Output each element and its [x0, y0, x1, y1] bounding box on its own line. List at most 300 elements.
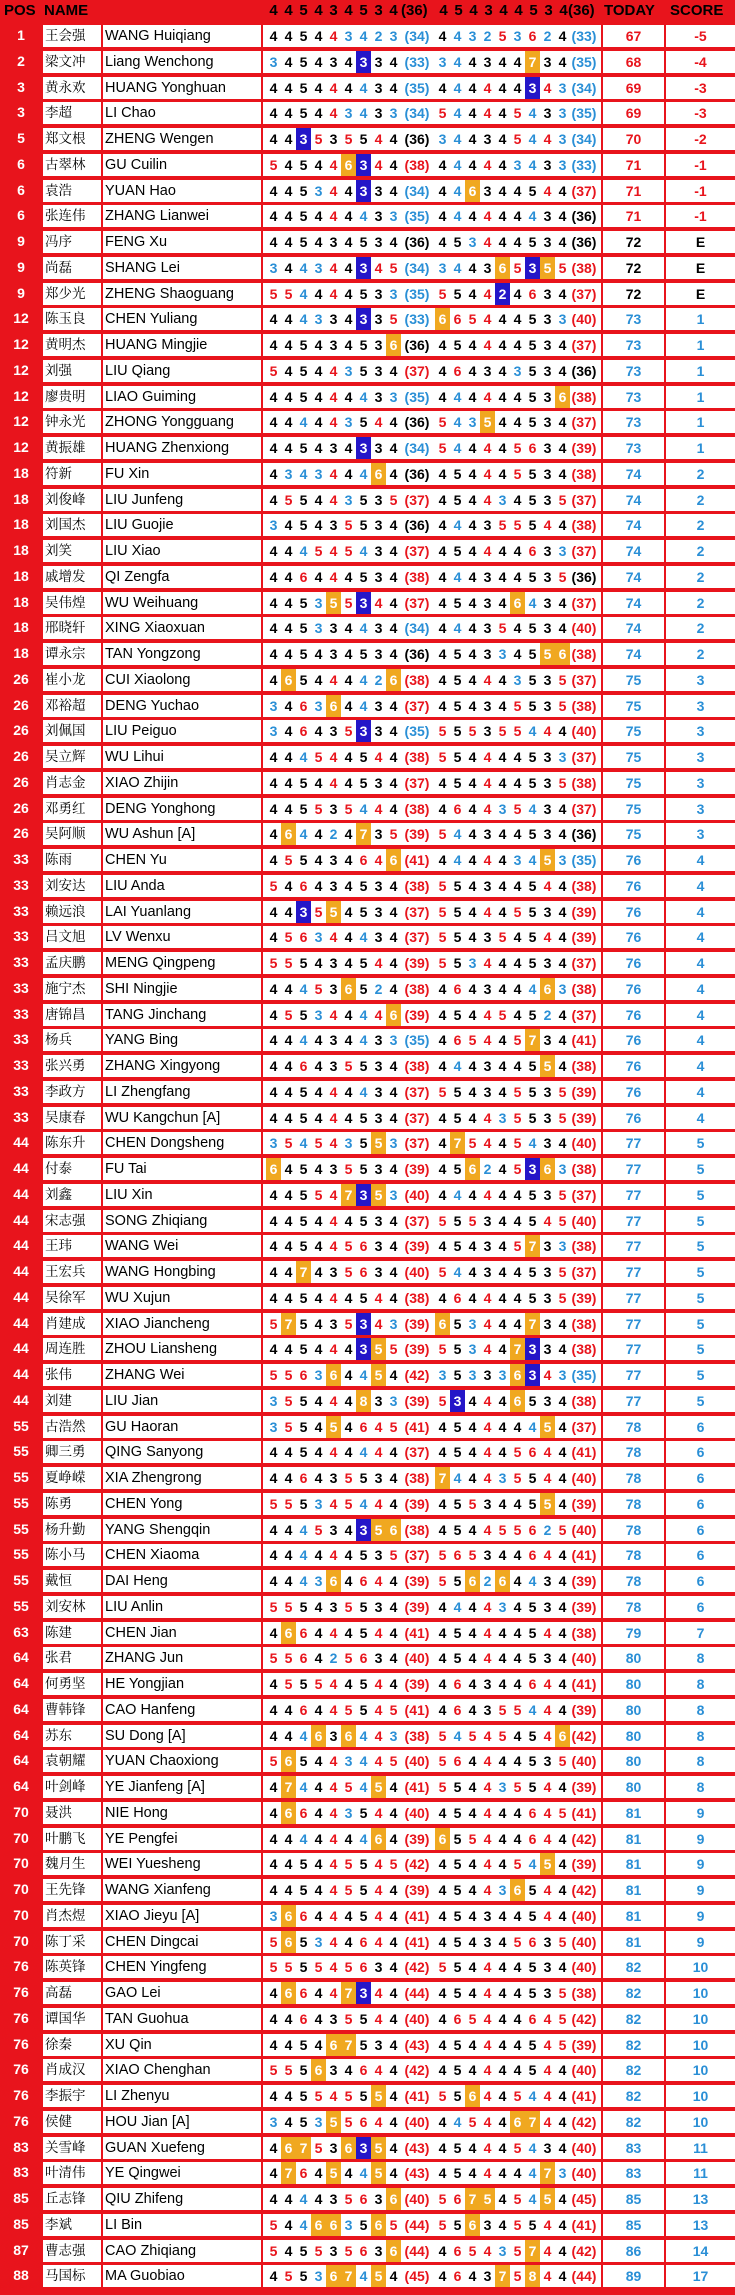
hole-score-back: 5 — [528, 182, 537, 199]
player-name-chinese: 吴伟煌 — [43, 592, 101, 614]
player-name: GU Haoran — [103, 1416, 261, 1438]
hole-score-front: 4 — [314, 1109, 323, 1126]
hole-score-front: 5 — [359, 234, 368, 250]
position: 76 — [13, 2087, 29, 2103]
hole-scores — [263, 978, 601, 1000]
position: 70 — [13, 1906, 29, 1923]
hole-score-front: 4 — [314, 1212, 323, 1229]
hole-score-back: 5 — [498, 1006, 507, 1023]
player-name-chinese: 张君 — [43, 1647, 101, 1669]
hole-score-front: 4 — [359, 465, 368, 482]
table-row — [0, 2161, 735, 2187]
par-hole: 5 — [359, 2, 368, 19]
front-nine-total: (44) — [404, 2216, 430, 2233]
player-name-chinese: 陈丁采 — [43, 1931, 101, 1953]
hole-score-back: 4 — [498, 1830, 507, 1847]
hole-score-back: 3 — [483, 1238, 492, 1255]
hole-score-front: 3 — [374, 1392, 383, 1409]
par-hole: 5 — [529, 2, 538, 19]
player-name: LIU Qiang — [103, 360, 261, 382]
hole-score-front: 4 — [269, 2165, 278, 2182]
hole-score-front: 6 — [299, 1804, 308, 1821]
hole-scores — [263, 1647, 601, 1669]
total-score: 5 — [666, 1210, 735, 1232]
hole-score-front: 3 — [314, 620, 323, 637]
player-name: FENG Xu — [103, 231, 261, 253]
hole-score-back: 5 — [513, 2242, 522, 2259]
hole-score-front: 3 — [329, 646, 338, 662]
player-name-chinese: 徐秦 — [43, 2034, 101, 2056]
hole-score-back: 3 — [438, 259, 447, 276]
hole-score-front: 4 — [284, 2216, 293, 2233]
hole-score-back: 4 — [468, 156, 477, 173]
table-row — [0, 1363, 735, 1389]
hole-score-front: 3 — [269, 697, 278, 714]
hole-score-front: 5 — [359, 1804, 368, 1821]
hole-score-front: 4 — [314, 440, 323, 456]
hole-score-front: 3 — [296, 901, 311, 923]
hole-score-front: 6 — [371, 463, 386, 485]
position: 76 — [13, 2112, 29, 2129]
hole-score-front: 4 — [299, 259, 308, 276]
today-score: 71 — [603, 205, 664, 227]
hole-score-front: 4 — [359, 1444, 368, 1461]
hole-score-front: 4 — [329, 1985, 338, 2001]
hole-score-back: 4 — [483, 440, 492, 456]
front-nine-total: (39) — [404, 1341, 430, 1358]
today-score: 77 — [603, 1390, 664, 1412]
hole-score-back: 6 — [555, 1725, 570, 1747]
par-hole: 3 — [329, 2, 338, 19]
hole-score-back: 4 — [558, 1315, 567, 1332]
front-nine-total: (41) — [404, 1933, 430, 1950]
hole-score-back: 3 — [558, 1367, 567, 1383]
hole-scores — [263, 1802, 601, 1824]
hole-score-front: 5 — [359, 568, 368, 585]
hole-score-back: 4 — [543, 2088, 552, 2104]
hole-score-front: 6 — [299, 1650, 308, 1667]
hole-score-front: 4 — [344, 2062, 353, 2079]
today-score: 81 — [603, 1828, 664, 1850]
hole-score-back: 6 — [528, 1521, 537, 1538]
hole-score-back: 5 — [513, 1521, 522, 1538]
hole-score-front: 4 — [374, 955, 383, 971]
hole-score-front: 4 — [329, 1444, 338, 1461]
position: 3 — [17, 78, 25, 95]
hole-score-back: 4 — [468, 285, 477, 302]
hole-score-back: 4 — [558, 1856, 567, 1873]
hole-score-front: 4 — [329, 414, 338, 431]
hole-score-back: 4 — [543, 2216, 552, 2233]
today-score: 82 — [603, 2059, 664, 2081]
hole-score-front: 7 — [341, 1982, 356, 2004]
today-score: 73 — [603, 411, 664, 433]
front-nine-total: (37) — [404, 697, 430, 714]
hole-score-front: 3 — [314, 697, 323, 714]
hole-score-front: 4 — [344, 1367, 353, 1383]
hole-score-front: 4 — [314, 1341, 323, 1358]
total-score: 4 — [666, 1107, 735, 1129]
player-name-chinese: 邓勇红 — [43, 798, 101, 820]
table-row — [0, 1827, 735, 1853]
hole-score-front: 4 — [389, 929, 398, 946]
hole-score-front: 4 — [269, 440, 278, 456]
player-name-chinese: 夏峥嵘 — [43, 1467, 101, 1489]
table-row — [0, 977, 735, 1003]
back-nine-total: (38) — [571, 980, 597, 997]
hole-score-front: 6 — [299, 723, 308, 740]
hole-score-back: 3 — [498, 1882, 507, 1898]
hole-scores — [263, 1493, 601, 1515]
hole-score-back: 4 — [513, 234, 522, 250]
player-name: CAO Hanfeng — [103, 1699, 261, 1721]
hole-score-front: 4 — [299, 543, 308, 559]
hole-score-back: 4 — [483, 2242, 492, 2259]
hole-score-back: 4 — [468, 1418, 477, 1435]
hole-score-back: 5 — [528, 1392, 537, 1409]
hole-score-front: 4 — [314, 568, 323, 585]
hole-score-back: 4 — [513, 749, 522, 765]
front-nine-total: (34) — [404, 259, 430, 276]
back-nine-total: (39) — [571, 1856, 597, 1873]
hole-score-back: 7 — [495, 2265, 510, 2287]
front-nine-total: (37) — [404, 1135, 430, 1152]
hole-score-front: 5 — [314, 1959, 323, 1976]
front-nine-total: (39) — [404, 1882, 430, 1898]
position: 64 — [13, 1700, 29, 1717]
hole-score-back: 4 — [513, 1186, 522, 1203]
player-name-chinese: 何勇坚 — [43, 1673, 101, 1695]
hole-score-back: 5 — [438, 955, 447, 971]
hole-score-back: 7 — [450, 1132, 465, 1154]
hole-score-back: 6 — [453, 2268, 462, 2285]
hole-score-back: 5 — [453, 1418, 462, 1435]
hole-score-back: 5 — [540, 2188, 555, 2210]
hole-score-front: 4 — [389, 1985, 398, 2001]
hole-scores — [263, 823, 601, 845]
hole-score-front: 4 — [284, 2036, 293, 2053]
today-score: 77 — [603, 1210, 664, 1232]
total-score: 5 — [666, 1364, 735, 1386]
hole-score-front: 4 — [374, 259, 383, 276]
hole-score-front: 4 — [389, 1959, 398, 1976]
back-nine-total: (36) — [571, 362, 597, 379]
hole-score-front: 3 — [374, 1058, 383, 1074]
hole-score-front: 5 — [389, 1341, 398, 1358]
hole-scores — [263, 1261, 601, 1283]
player-name: YUAN Hao — [103, 180, 261, 202]
hole-score-front: 4 — [314, 28, 323, 44]
hole-score-back: 4 — [483, 2113, 492, 2130]
hole-score-back: 5 — [558, 1083, 567, 1100]
hole-score-back: 5 — [528, 1959, 537, 1976]
hole-score-back: 3 — [543, 1933, 552, 1950]
hole-score-back: 6 — [528, 1547, 537, 1564]
back-nine-total: (41) — [571, 1444, 597, 1461]
hole-score-front: 5 — [299, 28, 308, 44]
hole-score-front: 3 — [344, 491, 353, 508]
total-score: 5 — [666, 1338, 735, 1360]
hole-score-front: 3 — [374, 903, 383, 920]
hole-score-front: 3 — [329, 955, 338, 971]
position: 55 — [13, 1417, 29, 1434]
hole-score-back: 5 — [438, 723, 447, 740]
hole-score-front: 4 — [374, 594, 383, 611]
back-nine-total: (39) — [571, 903, 597, 920]
player-name: CAO Zhiqiang — [103, 2240, 261, 2262]
hole-score-back: 4 — [483, 337, 492, 353]
total-score: 3 — [666, 746, 735, 768]
back-nine-total: (40) — [571, 1470, 597, 1486]
total-score: 10 — [666, 1982, 735, 2004]
back-nine-total: (37) — [571, 594, 597, 611]
hole-score-front: 5 — [314, 2242, 323, 2259]
hole-score-front: 5 — [359, 749, 368, 765]
table-row — [0, 1724, 735, 1750]
hole-score-back: 6 — [495, 257, 510, 279]
hole-score-front: 4 — [329, 543, 338, 559]
hole-score-back: 5 — [498, 1727, 507, 1744]
hole-score-back: 4 — [513, 774, 522, 791]
hole-score-front: 3 — [374, 440, 383, 456]
table-row — [0, 1440, 735, 1466]
position: 44 — [13, 1314, 29, 1331]
hole-score-back: 5 — [540, 849, 555, 871]
hole-score-front: 5 — [314, 980, 323, 997]
hole-score-back: 5 — [528, 1212, 537, 1229]
hole-score-front: 4 — [389, 1264, 398, 1280]
hole-score-back: 4 — [468, 1521, 477, 1538]
front-nine-total: (40) — [404, 1753, 430, 1770]
hole-score-front: 6 — [341, 2137, 356, 2159]
hole-score-back: 6 — [510, 592, 525, 614]
hole-score-front: 4 — [269, 2036, 278, 2053]
hole-score-back: 4 — [558, 2191, 567, 2207]
player-name-chinese: 侯健 — [43, 2111, 101, 2133]
hole-score-front: 5 — [371, 1364, 386, 1386]
hole-score-back: 5 — [540, 1493, 555, 1515]
hole-score-front: 4 — [344, 208, 353, 225]
hole-score-back: 5 — [468, 1727, 477, 1744]
back-nine-total: (39) — [571, 1083, 597, 1100]
hole-score-back: 4 — [483, 1186, 492, 1203]
hole-score-front: 4 — [374, 2113, 383, 2130]
player-name: FU Tai — [103, 1158, 261, 1180]
hole-score-back: 4 — [438, 852, 447, 868]
position: 64 — [13, 1752, 29, 1769]
hole-score-back: 5 — [558, 1212, 567, 1229]
hole-score-front: 5 — [299, 594, 308, 611]
front-nine-total: (44) — [404, 2242, 430, 2259]
hole-score-back: 4 — [513, 543, 522, 559]
hole-score-front: 4 — [389, 2062, 398, 2079]
hole-score-front: 5 — [299, 2113, 308, 2130]
hole-score-front: 4 — [344, 1933, 353, 1950]
hole-score-back: 4 — [453, 105, 462, 122]
par-hole: 4 — [469, 2, 478, 19]
hole-score-front: 6 — [341, 154, 356, 176]
hole-score-back: 4 — [468, 1779, 477, 1795]
hole-score-front: 4 — [314, 156, 323, 173]
hole-score-back: 4 — [468, 1006, 477, 1023]
position: 3 — [17, 104, 25, 121]
hole-score-front: 4 — [284, 440, 293, 456]
position: 26 — [13, 670, 29, 687]
hole-score-front: 4 — [314, 1083, 323, 1100]
hole-score-back: 4 — [453, 1470, 462, 1486]
hole-score-back: 3 — [525, 1158, 540, 1180]
player-name: YE Jianfeng [A] — [103, 1776, 261, 1798]
hole-score-front: 4 — [344, 1547, 353, 1564]
hole-score-back: 4 — [543, 1804, 552, 1821]
hole-score-back: 4 — [468, 362, 477, 379]
hole-score-front: 5 — [359, 1701, 368, 1718]
hole-score-front: 4 — [329, 465, 338, 482]
hole-score-back: 6 — [465, 1158, 480, 1180]
back-nine-total: (40) — [571, 2062, 597, 2079]
player-name: LIU Peiguo — [103, 720, 261, 742]
hole-score-front: 4 — [284, 749, 293, 765]
player-name-chinese: 黄永欢 — [43, 77, 101, 99]
hole-score-back: 7 — [525, 2111, 540, 2133]
hole-score-front: 6 — [299, 2165, 308, 2182]
hole-score-front: 4 — [344, 337, 353, 353]
back-nine-total: (39) — [571, 929, 597, 946]
hole-score-back: 4 — [468, 517, 477, 534]
hole-score-back: 4 — [498, 1804, 507, 1821]
hole-score-front: 4 — [314, 1032, 323, 1049]
hole-score-front: 4 — [314, 53, 323, 70]
hole-score-back: 4 — [513, 285, 522, 302]
position: 76 — [13, 2035, 29, 2052]
hole-score-back: 4 — [513, 1212, 522, 1229]
hole-score-back: 5 — [453, 1521, 462, 1538]
hole-score-back: 5 — [513, 723, 522, 740]
hole-score-back: 3 — [558, 311, 567, 328]
table-row — [0, 2007, 735, 2033]
table-row — [0, 1389, 735, 1415]
hole-score-back: 4 — [483, 671, 492, 688]
hole-score-front: 5 — [359, 1676, 368, 1692]
hole-score-back: 4 — [483, 2010, 492, 2027]
player-name: ZHANG Xingyong — [103, 1055, 261, 1077]
hole-score-front: 4 — [344, 1444, 353, 1461]
hole-score-front: 5 — [299, 774, 308, 791]
hole-scores — [263, 1338, 601, 1360]
total-score: 10 — [666, 2008, 735, 2030]
player-name-chinese: 关雪峰 — [43, 2137, 101, 2159]
today-score: 74 — [603, 540, 664, 562]
hole-score-back: 4 — [513, 2010, 522, 2027]
hole-score-back: 4 — [498, 2216, 507, 2233]
hole-score-front: 4 — [344, 2165, 353, 2182]
hole-score-back: 5 — [453, 1212, 462, 1229]
table-row — [0, 1054, 735, 1080]
position: 76 — [13, 1984, 29, 2000]
hole-scores — [263, 514, 601, 536]
back-nine-total: (40) — [571, 1907, 597, 1924]
hole-score-back: 5 — [453, 1315, 462, 1332]
hole-score-front: 4 — [284, 156, 293, 173]
hole-score-front: 6 — [359, 1650, 368, 1667]
back-nine-total: (35) — [571, 1367, 597, 1383]
hole-score-front: 4 — [284, 903, 293, 920]
hole-score-front: 3 — [329, 2191, 338, 2207]
hole-score-front: 3 — [329, 337, 338, 353]
hole-score-front: 6 — [359, 1238, 368, 1255]
hole-score-front: 4 — [374, 1882, 383, 1898]
player-name: CHEN Jian — [103, 1622, 261, 1644]
hole-score-front: 4 — [329, 1882, 338, 1898]
hole-score-front: 4 — [269, 646, 278, 662]
hole-score-front: 5 — [314, 800, 323, 817]
today-score: 81 — [603, 1853, 664, 1875]
hole-score-back: 4 — [453, 28, 462, 44]
hole-score-back: 5 — [453, 646, 462, 662]
hole-score-back: 4 — [468, 980, 477, 997]
hole-score-front: 3 — [389, 285, 398, 302]
hole-score-front: 4 — [389, 800, 398, 817]
hole-score-front: 4 — [329, 929, 338, 946]
player-name: WANG Wei — [103, 1235, 261, 1257]
hole-score-back: 3 — [513, 671, 522, 688]
front-nine-total: (34) — [404, 182, 430, 199]
hole-scores — [263, 1776, 601, 1798]
today-score: 78 — [603, 1544, 664, 1566]
hole-score-back: 5 — [540, 1416, 555, 1438]
hole-score-back: 3 — [543, 156, 552, 173]
hole-score-front: 5 — [359, 903, 368, 920]
hole-score-front: 5 — [326, 592, 341, 614]
hole-score-front: 6 — [386, 2188, 401, 2210]
table-row — [0, 1131, 735, 1157]
hole-score-front: 4 — [374, 800, 383, 817]
hole-score-front: 4 — [359, 1367, 368, 1383]
hole-score-back: 4 — [498, 156, 507, 173]
hole-score-back: 4 — [543, 1882, 552, 1898]
hole-score-back: 5 — [540, 643, 555, 665]
hole-score-front: 3 — [269, 259, 278, 276]
hole-score-back: 4 — [468, 388, 477, 405]
hole-score-front: 3 — [374, 1032, 383, 1049]
hole-score-back: 5 — [528, 234, 537, 250]
hole-scores — [263, 154, 601, 176]
hole-score-front: 6 — [299, 1058, 308, 1074]
player-name-chinese: 陈东升 — [43, 1132, 101, 1154]
hole-score-back: 4 — [483, 955, 492, 971]
player-name-chinese: 陈英锋 — [43, 1956, 101, 1978]
hole-score-front: 4 — [314, 955, 323, 971]
table-row — [0, 1518, 735, 1544]
hole-score-front: 4 — [329, 1959, 338, 1976]
total-score: 2 — [666, 643, 735, 665]
hole-score-front: 6 — [299, 877, 308, 894]
back-nine-total: (39) — [571, 1598, 597, 1615]
hole-score-back: 4 — [498, 465, 507, 482]
hole-score-back: 4 — [483, 491, 492, 508]
player-name-chinese: 吴徐军 — [43, 1287, 101, 1309]
today-score: 75 — [603, 772, 664, 794]
hole-score-front: 4 — [329, 1753, 338, 1770]
position: 44 — [13, 1237, 29, 1254]
back-nine-total: (44) — [571, 2268, 597, 2285]
hole-score-back: 3 — [483, 1547, 492, 1564]
front-nine-total: (37) — [404, 1444, 430, 1461]
total-score: 4 — [666, 901, 735, 923]
hole-score-front: 3 — [374, 568, 383, 585]
front-nine-total: (39) — [404, 1315, 430, 1332]
hole-score-front: 5 — [269, 1959, 278, 1976]
